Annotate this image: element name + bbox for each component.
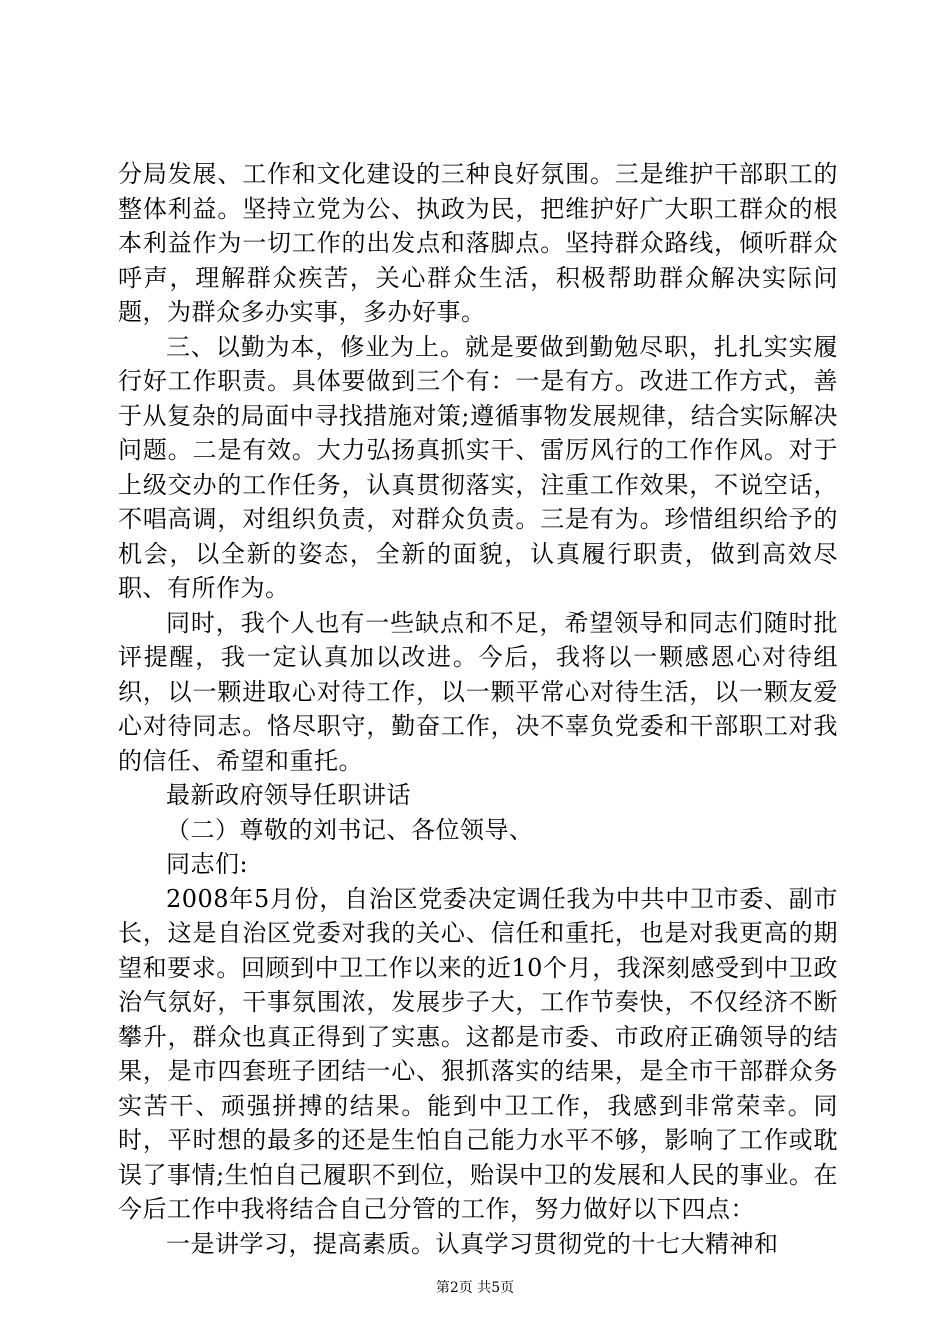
paragraph: 三、以勤为本，修业为上。就是要做到勤勉尽职，扎扎实实履行好工作职责。具体要做到三个有：一是有方。改进工作方式，善于从复杂的局面中寻找措施对策;遵循事物发展规律，结合实际解决问题。二是有效。大力弘扬真抓实干、雷厉风行的工作作风。对于上级交办的工作任务，认真贯彻落实，注重工作效果，不说空话，不唱高调，对组织负责，对群众负责。三是有为。珍惜组织给予的机会，以全新的姿态，全新的面貌，认真履行职责，做到高效尽职、有所作为。 (118, 332, 838, 602)
speech-subheading: （二）尊敬的刘书记、各位领导、 (166, 815, 534, 844)
document-body (118, 157, 838, 1261)
salutation: 同志们: (166, 850, 249, 878)
section-heading: 最新政府领导任职讲话 (166, 781, 411, 809)
paragraph: 分局发展、工作和文化建设的三种良好氛围。三是维护干部职工的整体利益。坚持立党为公、执政为民，把维护好广大职工群众的根本利益作为一切工作的出发点和落脚点。坚持群众路线，倾听群众呼声，理解群众疾苦，关心群众生活，积极帮助群众解决实际问题，为群众多办实事，多办好事。 (118, 160, 838, 326)
paragraph: 同时，我个人也有一些缺点和不足，希望领导和同志们随时批评提醒，我一定认真加以改进。今后，我将以一颗感恩心对待组织，以一颗进取心对待工作，以一颗平常心对待生活，以一颗友爱心对待同志。恪尽职守，勤奋工作，决不辜负党委和干部职工对我的信任、希望和重托。 (118, 608, 838, 775)
page-number-footer: 第2页 共5页 (435, 1280, 515, 1296)
paragraph: 2008年5月份，自治区党委决定调任我为中共中卫市委、副市长，这是自治区党委对我的关心、信任和重托，也是对我更高的期望和要求。回顾到中卫工作以来的近10个月，我深刻感受到中卫政治气氛好，干事氛围浓，发展步子大，工作节奏快，不仅经济不断攀升，群众也真正得到了实惠。这都是市委、市政府正确领导的结果，是市四套班子团结一心、狠抓落实的结果，是全市干部群众务实苦干、顽强拼搏的结果。能到中卫工作，我感到非常荣幸。同时，平时想的最多的还是生怕自己能力水平不够，影响了工作或耽误了事情;生怕自己履职不到位，贻误中卫的发展和人民的事业。在今后工作中我将结合自己分管的工作，努力做好以下四点： (118, 884, 838, 1223)
paragraph: 一是讲学习，提高素质。认真学习贯彻党的十七大精神和 (166, 1229, 779, 1258)
